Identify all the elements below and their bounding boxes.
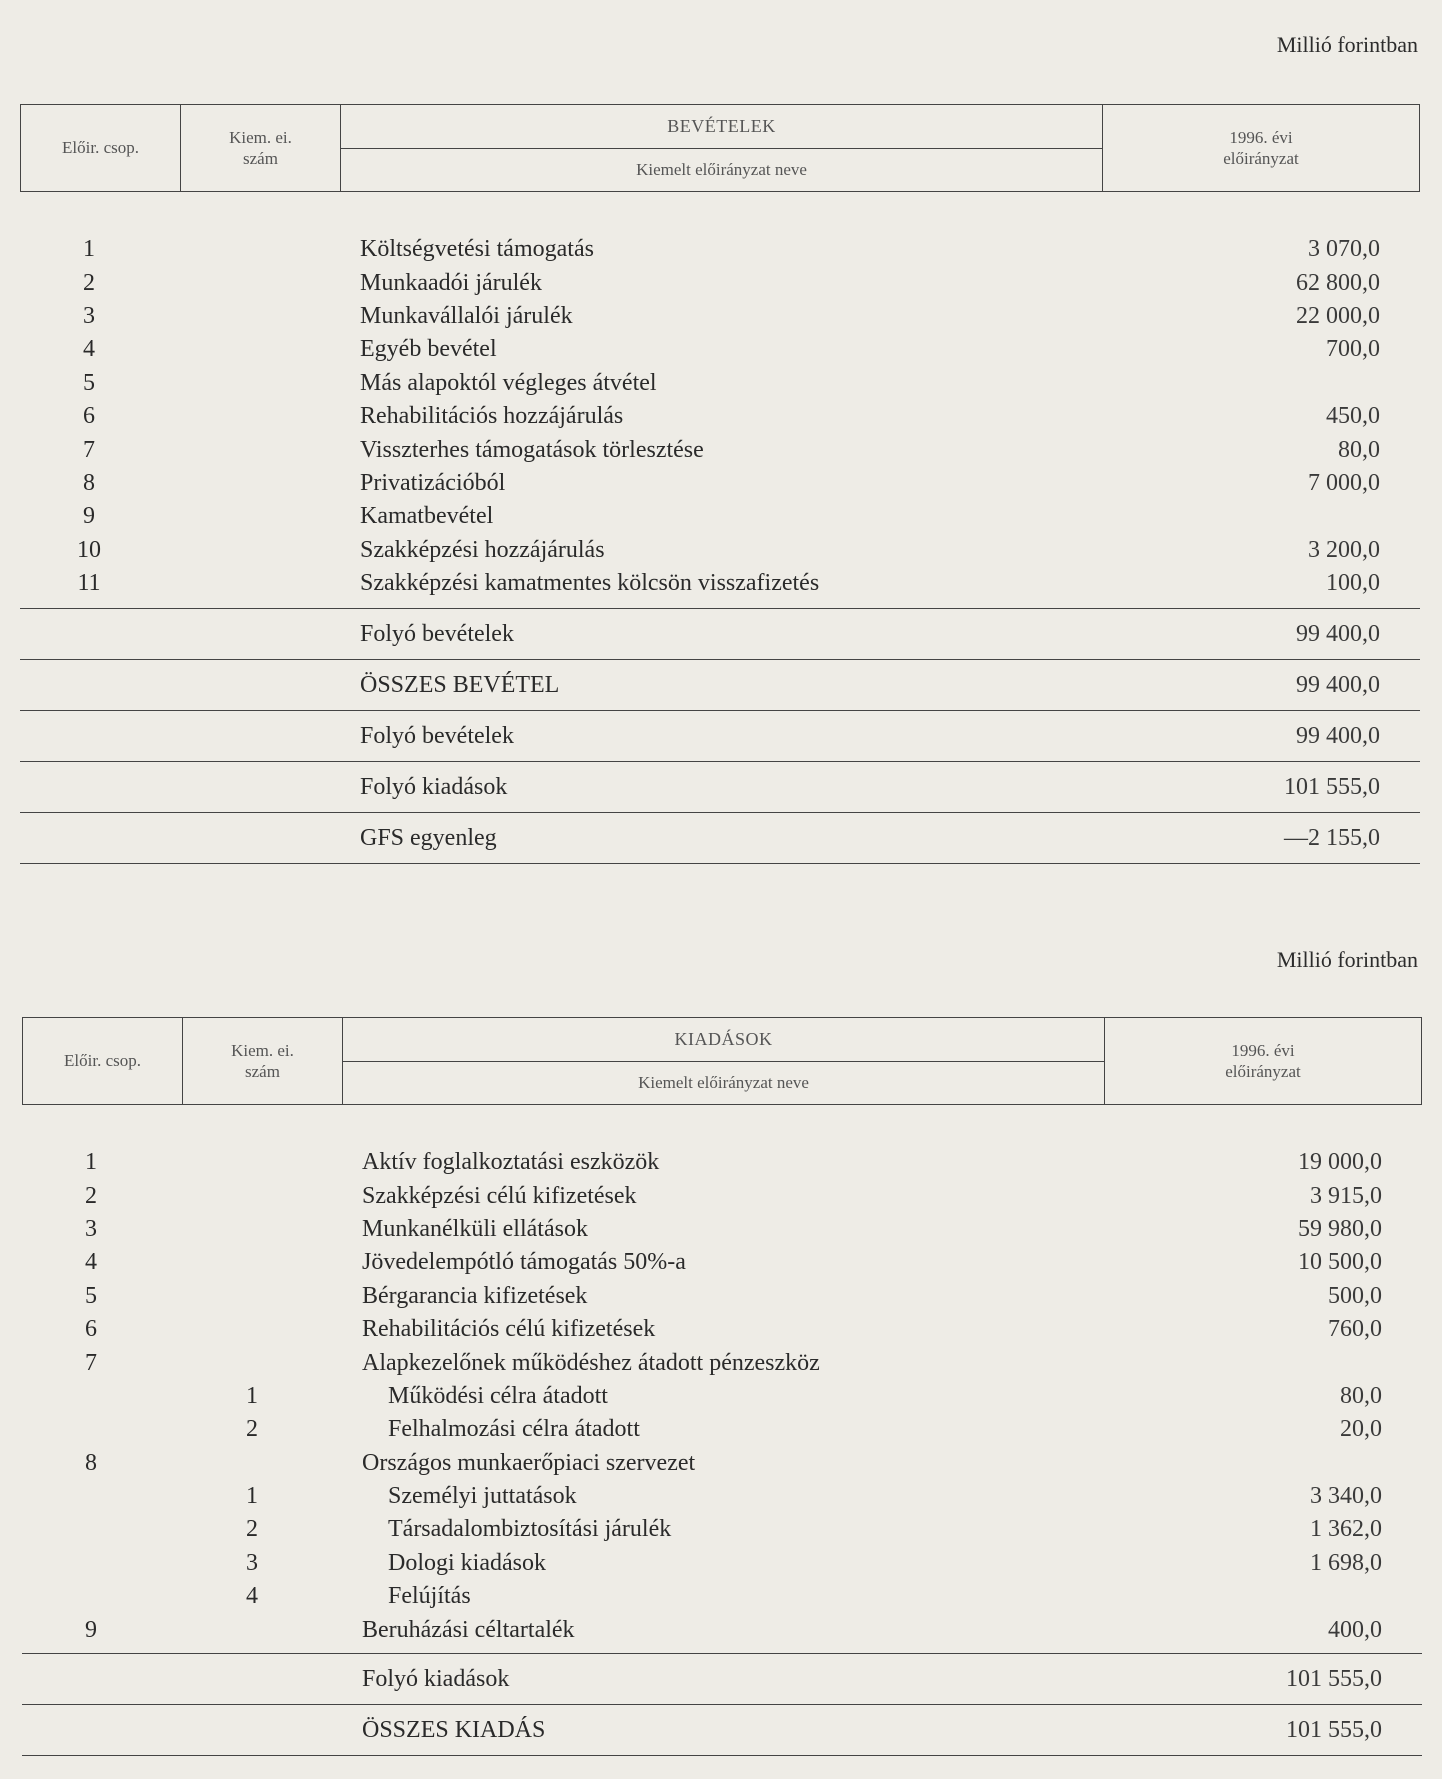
income-table-header bbox=[20, 104, 1420, 192]
row-value: 700,0 bbox=[1326, 336, 1380, 363]
row-value: 22 000,0 bbox=[1296, 302, 1380, 329]
header-name-col bbox=[341, 105, 1103, 191]
header-item-col bbox=[183, 1018, 343, 1104]
summary-name: Folyó kiadások bbox=[360, 773, 508, 800]
header-name-label: Kiemelt előirányzat neve bbox=[638, 1073, 809, 1093]
summary-name: Folyó bevételek bbox=[360, 620, 514, 647]
row-name: Munkavállalói járulék bbox=[360, 302, 573, 329]
header-item-line1: Kiem. ei. bbox=[231, 1040, 294, 1060]
summary-value: —2 155,0 bbox=[1284, 824, 1380, 851]
summary-value: 101 555,0 bbox=[1286, 1716, 1382, 1743]
summary-row bbox=[20, 761, 1420, 812]
row-group-number: 6 bbox=[85, 1316, 97, 1343]
row-value: 20,0 bbox=[1340, 1416, 1382, 1443]
table-row bbox=[20, 367, 1420, 400]
summary-row bbox=[22, 1704, 1422, 1755]
header-item-line2: szám bbox=[243, 149, 278, 168]
expenses-rows bbox=[22, 1146, 1422, 1647]
row-name: Egyéb bevétel bbox=[360, 336, 497, 363]
header-name-label: Kiemelt előirányzat neve bbox=[636, 160, 807, 180]
row-name: Alapkezelőnek működéshez átadott pénzeszköz bbox=[362, 1349, 820, 1376]
row-group-number: 2 bbox=[83, 269, 95, 296]
table-row bbox=[20, 266, 1420, 299]
table-row bbox=[20, 567, 1420, 600]
summary-name: ÖSSZES BEVÉTEL bbox=[360, 671, 560, 698]
row-name: Jövedelempótló támogatás 50%-a bbox=[362, 1249, 686, 1276]
summary-value: 99 400,0 bbox=[1296, 722, 1380, 749]
expenses-unit-label: Millió forintban bbox=[1276, 947, 1418, 972]
row-value: 10 500,0 bbox=[1298, 1249, 1382, 1276]
row-value: 400,0 bbox=[1328, 1616, 1382, 1643]
row-value: 59 980,0 bbox=[1298, 1215, 1382, 1242]
summary-value: 101 555,0 bbox=[1286, 1665, 1382, 1692]
row-name: Munkanélküli ellátások bbox=[362, 1215, 588, 1242]
row-group-number: 3 bbox=[85, 1215, 97, 1242]
income-rows bbox=[20, 233, 1420, 600]
row-value: 3 070,0 bbox=[1308, 236, 1380, 263]
table-row bbox=[20, 467, 1420, 500]
header-item-line2: szám bbox=[245, 1062, 280, 1081]
summary-row bbox=[20, 608, 1420, 659]
table-row bbox=[22, 1213, 1422, 1246]
summary-row bbox=[20, 812, 1420, 863]
row-group-number: 2 bbox=[85, 1182, 97, 1209]
row-value: 3 200,0 bbox=[1308, 536, 1380, 563]
header-value-line2: előirányzat bbox=[1225, 1062, 1301, 1081]
table-row bbox=[22, 1346, 1422, 1379]
row-name: Működési célra átadott bbox=[388, 1382, 608, 1409]
table-row bbox=[20, 400, 1420, 433]
row-group-number: 3 bbox=[83, 302, 95, 329]
row-name: Szakképzési kamatmentes kölcsön visszafizetés bbox=[360, 570, 820, 597]
row-group-number: 11 bbox=[77, 570, 101, 597]
header-group-col: Előir. csop. bbox=[23, 1018, 183, 1104]
expenses-table-header bbox=[22, 1017, 1422, 1105]
header-section-title: KIADÁSOK bbox=[343, 1018, 1104, 1062]
table-row bbox=[22, 1246, 1422, 1279]
summary-name: Folyó bevételek bbox=[360, 722, 514, 749]
row-value: 1 362,0 bbox=[1310, 1516, 1382, 1543]
row-group-number: 4 bbox=[85, 1249, 97, 1276]
row-value: 80,0 bbox=[1338, 436, 1380, 463]
row-name: Szakképzési célú kifizetések bbox=[362, 1182, 637, 1209]
row-name: Visszterhes támogatások törlesztése bbox=[360, 436, 704, 463]
header-item-col bbox=[181, 105, 341, 191]
row-value: 62 800,0 bbox=[1296, 269, 1380, 296]
table-row bbox=[22, 1447, 1422, 1480]
summary-row bbox=[20, 710, 1420, 761]
row-item-number: 2 bbox=[246, 1416, 258, 1443]
header-group-col: Előir. csop. bbox=[21, 105, 181, 191]
row-name: Munkaadói járulék bbox=[360, 269, 542, 296]
row-name: Kamatbevétel bbox=[360, 503, 494, 530]
table-row bbox=[22, 1580, 1422, 1613]
row-name: Rehabilitációs hozzájárulás bbox=[360, 403, 624, 430]
row-item-number: 1 bbox=[246, 1483, 258, 1510]
row-value: 760,0 bbox=[1328, 1316, 1382, 1343]
table-row bbox=[22, 1547, 1422, 1580]
summary-value: 99 400,0 bbox=[1296, 620, 1380, 647]
summary-value: 99 400,0 bbox=[1296, 671, 1380, 698]
row-name: Költségvetési támogatás bbox=[360, 236, 594, 263]
header-value-col bbox=[1105, 1018, 1421, 1104]
row-item-number: 2 bbox=[246, 1516, 258, 1543]
row-value: 100,0 bbox=[1326, 570, 1380, 597]
row-group-number: 9 bbox=[83, 503, 95, 530]
row-name: Személyi juttatások bbox=[388, 1483, 577, 1510]
row-group-number: 4 bbox=[83, 336, 95, 363]
header-value-line1: 1996. évi bbox=[1229, 127, 1293, 147]
summary-row bbox=[20, 659, 1420, 710]
table-row bbox=[22, 1613, 1422, 1646]
row-group-number: 10 bbox=[77, 536, 101, 563]
income-unit-label: Millió forintban bbox=[1276, 32, 1418, 57]
summary-name: Folyó kiadások bbox=[362, 1665, 510, 1692]
row-name: Beruházási céltartalék bbox=[362, 1616, 575, 1643]
header-value-line2: előirányzat bbox=[1223, 149, 1299, 168]
summary-name: GFS egyenleg bbox=[360, 824, 497, 851]
header-value-col bbox=[1103, 105, 1419, 191]
row-name: Dologi kiadások bbox=[388, 1549, 546, 1576]
row-name: Szakképzési hozzájárulás bbox=[360, 536, 605, 563]
row-group-number: 5 bbox=[85, 1282, 97, 1309]
row-name: Privatizációból bbox=[360, 469, 506, 496]
header-value-line1: 1996. évi bbox=[1231, 1040, 1295, 1060]
row-value: 3 340,0 bbox=[1310, 1483, 1382, 1510]
header-section-title: BEVÉTELEK bbox=[341, 105, 1102, 149]
table-row bbox=[22, 1146, 1422, 1179]
table-row bbox=[22, 1380, 1422, 1413]
row-group-number: 1 bbox=[83, 236, 95, 263]
row-group-number: 5 bbox=[83, 369, 95, 396]
row-name: Felújítás bbox=[388, 1583, 471, 1610]
expenses-summary bbox=[22, 1653, 1422, 1756]
table-row bbox=[20, 300, 1420, 333]
table-row bbox=[20, 500, 1420, 533]
row-group-number: 8 bbox=[85, 1449, 97, 1476]
row-value: 1 698,0 bbox=[1310, 1549, 1382, 1576]
header-item-line1: Kiem. ei. bbox=[229, 127, 292, 147]
row-item-number: 3 bbox=[246, 1549, 258, 1576]
table-row bbox=[22, 1280, 1422, 1313]
table-end-rule bbox=[22, 1755, 1422, 1756]
row-name: Társadalombiztosítási járulék bbox=[388, 1516, 672, 1543]
row-value: 19 000,0 bbox=[1298, 1149, 1382, 1176]
row-group-number: 7 bbox=[83, 436, 95, 463]
table-row bbox=[20, 233, 1420, 266]
row-item-number: 1 bbox=[246, 1382, 258, 1409]
row-name: Rehabilitációs célú kifizetések bbox=[362, 1316, 656, 1343]
row-name: Aktív foglalkoztatási eszközök bbox=[362, 1149, 660, 1176]
row-group-number: 6 bbox=[83, 403, 95, 430]
row-value: 3 915,0 bbox=[1310, 1182, 1382, 1209]
header-name-col bbox=[343, 1018, 1105, 1104]
row-name: Más alapoktól végleges átvétel bbox=[360, 369, 657, 396]
row-item-number: 4 bbox=[246, 1583, 258, 1610]
income-summary bbox=[20, 608, 1420, 864]
table-end-rule bbox=[20, 863, 1420, 864]
table-row bbox=[22, 1480, 1422, 1513]
row-value: 80,0 bbox=[1340, 1382, 1382, 1409]
table-row bbox=[20, 433, 1420, 466]
table-row bbox=[20, 333, 1420, 366]
row-value: 450,0 bbox=[1326, 403, 1380, 430]
summary-value: 101 555,0 bbox=[1284, 773, 1380, 800]
row-name: Felhalmozási célra átadott bbox=[388, 1416, 640, 1443]
row-group-number: 9 bbox=[85, 1616, 97, 1643]
row-value: 500,0 bbox=[1328, 1282, 1382, 1309]
table-row bbox=[22, 1313, 1422, 1346]
table-row bbox=[20, 534, 1420, 567]
table-row bbox=[22, 1179, 1422, 1212]
row-group-number: 7 bbox=[85, 1349, 97, 1376]
row-value: 7 000,0 bbox=[1308, 469, 1380, 496]
row-group-number: 1 bbox=[85, 1149, 97, 1176]
table-row bbox=[22, 1513, 1422, 1546]
table-row bbox=[22, 1413, 1422, 1446]
row-name: Bérgarancia kifizetések bbox=[362, 1282, 588, 1309]
summary-row bbox=[22, 1653, 1422, 1704]
row-group-number: 8 bbox=[83, 469, 95, 496]
row-name: Országos munkaerőpiaci szervezet bbox=[362, 1449, 696, 1476]
summary-name: ÖSSZES KIADÁS bbox=[362, 1716, 546, 1743]
